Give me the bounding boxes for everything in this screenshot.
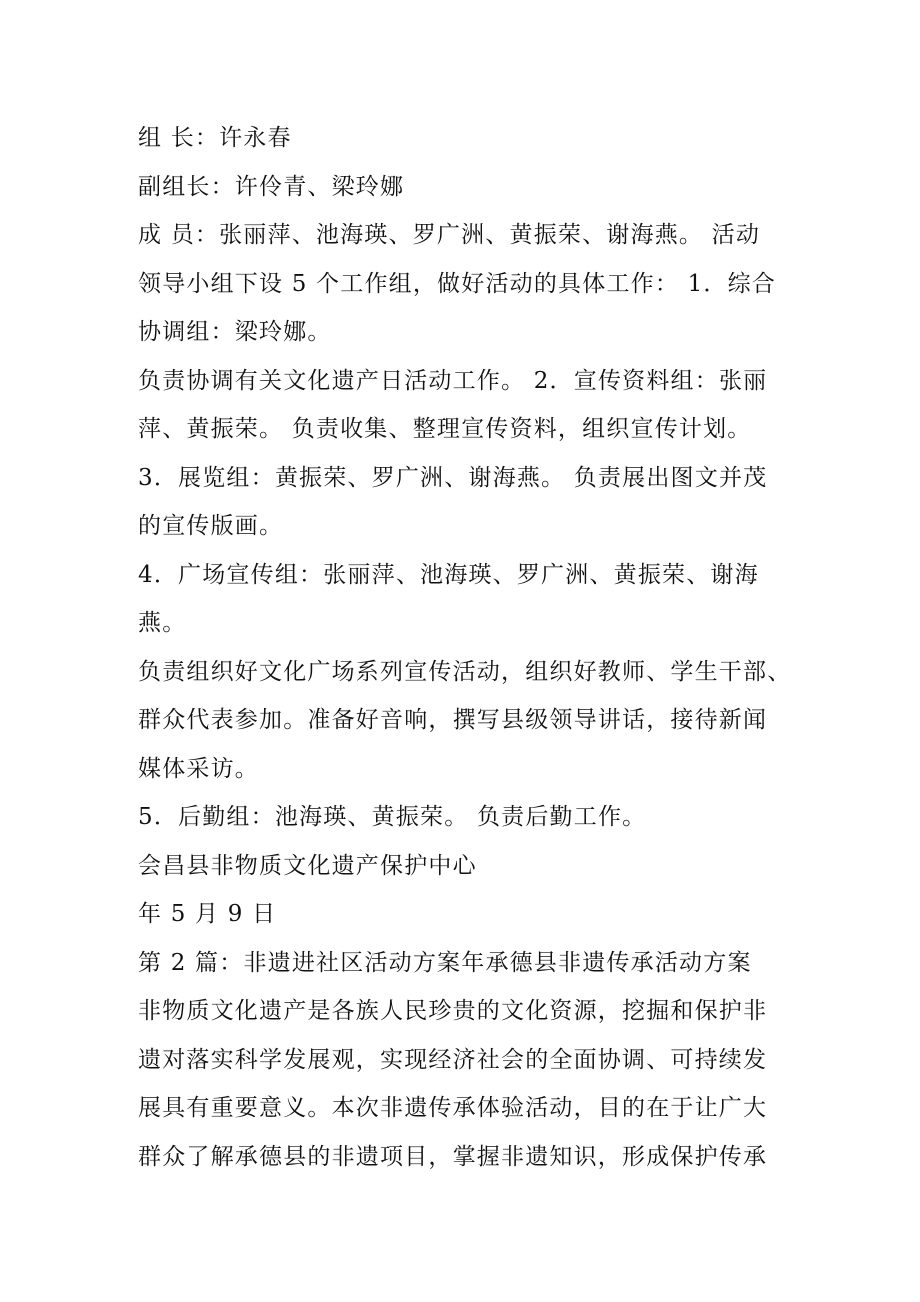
text-line: 非物质文化遗产是各族人民珍贵的文化资源，挖掘和保护非 (138, 998, 768, 1024)
text-line: 5．后勤组：池海瑛、黄振荣。 负责后勤工作。 (138, 804, 647, 830)
text-line: 协调组：梁玲娜。 (138, 319, 332, 345)
document-body (138, 114, 792, 1181)
text-line: 负责组织好文化广场系列宣传活动，组织好教师、学生干部、 (138, 658, 792, 685)
text-line: 会昌县非物质文化遗产保护中心 (138, 852, 477, 879)
text-line: 第 2 篇：非遗进社区活动方案年承德县非遗传承活动方案 (138, 949, 752, 976)
text-line: 组 长：许永春 (138, 125, 292, 151)
text-line: 媒体采访。 (138, 755, 259, 782)
text-line: 遗对落实科学发展观，实现经济社会的全面协调、可持续发 (138, 1046, 768, 1073)
text-line: 的宣传版画。 (138, 513, 284, 539)
text-line: 群众代表参加。准备好音响，撰写县级领导讲话，接待新闻 (138, 707, 768, 733)
text-line: 群众了解承德县的非遗项目，掌握非遗知识，形成保护传承 (138, 1143, 768, 1170)
text-line: 年 5 月 9 日 (138, 901, 277, 927)
text-line: 展具有重要意义。本次非遗传承体验活动，目的在于让广大 (138, 1095, 768, 1121)
text-line: 副组长：许伶青、梁玲娜 (138, 173, 405, 200)
text-line: 燕。 (138, 610, 187, 636)
text-line: 成 员：张丽萍、池海瑛、罗广洲、黄振荣、谢海燕。 活动 (138, 222, 761, 248)
text-line: 领导小组下设 5 个工作组，做好活动的具体工作： 1．综合 (138, 270, 776, 297)
text-line: 3．展览组：黄振荣、罗广洲、谢海燕。 负责展出图文并茂 (138, 464, 768, 491)
text-line: 萍、黄振荣。 负责收集、整理宣传资料，组织宣传计划。 (138, 416, 752, 442)
text-line: 4．广场宣传组：张丽萍、池海瑛、罗广洲、黄振荣、谢海 (138, 561, 759, 588)
text-line: 负责协调有关文化遗产日活动工作。 2．宣传资料组：张丽 (138, 367, 768, 394)
